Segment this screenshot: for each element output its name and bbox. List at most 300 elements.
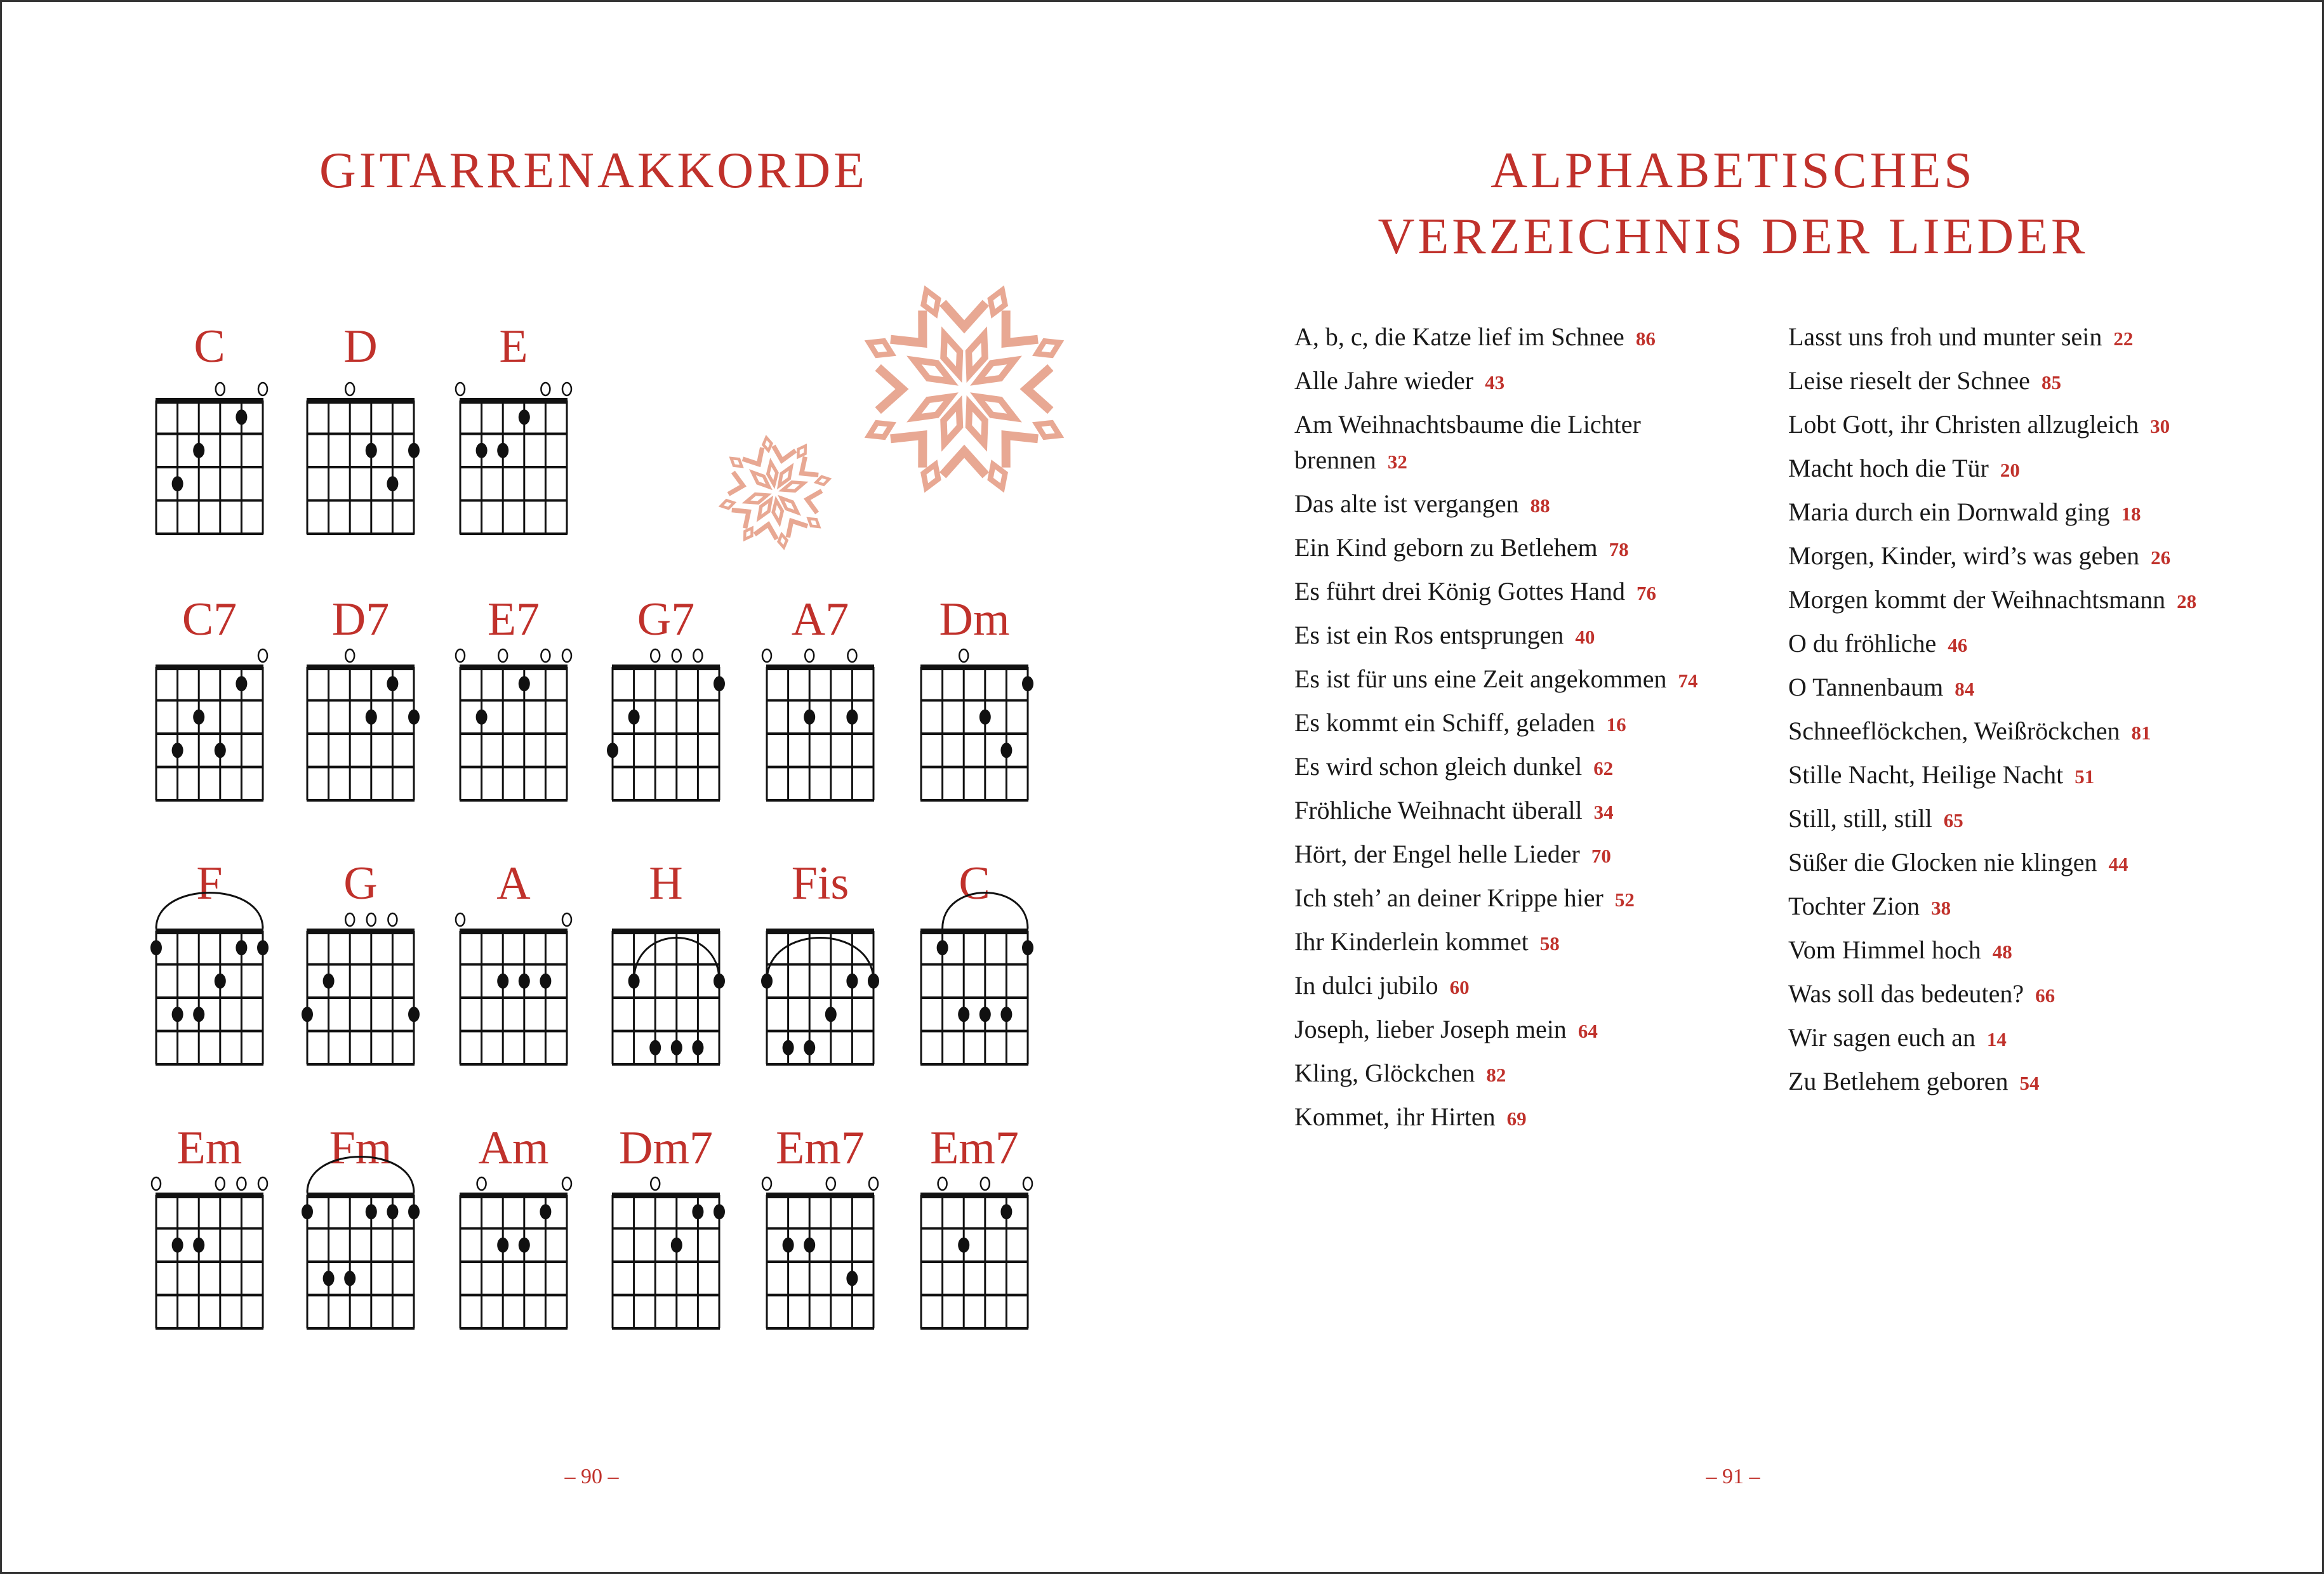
snowflake-chevron	[891, 310, 922, 343]
nut	[766, 929, 874, 934]
finger-dot	[628, 974, 640, 989]
song-page-number: 62	[1593, 757, 1614, 779]
song-title: Ihr Kinderlein kommet	[1294, 927, 1529, 956]
song-page-number: 52	[1614, 889, 1635, 911]
finger-dot	[519, 676, 530, 691]
page-title	[1320, 138, 2146, 270]
nut	[307, 665, 415, 670]
open-string-marker	[498, 649, 507, 662]
index-entry	[1294, 921, 1751, 965]
finger-dot	[519, 409, 530, 425]
song-page-number: 84	[1955, 678, 1975, 700]
song-page-number: 48	[1992, 941, 2012, 963]
nut	[460, 929, 568, 934]
snowflake-chevron	[802, 457, 819, 475]
song-page-number: 74	[1678, 670, 1698, 692]
nut	[460, 1193, 568, 1198]
finger-dot	[215, 743, 226, 758]
open-string-marker	[258, 383, 267, 395]
song-page-number: 30	[2150, 415, 2170, 437]
barre-arc	[767, 938, 873, 981]
song-page-number: 18	[2121, 503, 2141, 525]
open-string-marker	[345, 649, 354, 662]
song-page-number: 69	[1506, 1108, 1527, 1130]
song-page-number: 43	[1485, 371, 1505, 394]
open-string-marker	[869, 1177, 878, 1190]
finger-dot	[408, 1007, 420, 1022]
open-string-marker	[651, 649, 660, 662]
index-entry	[1788, 885, 2271, 929]
song-title: O du fröhliche	[1788, 629, 1937, 658]
finger-dot	[1022, 940, 1033, 955]
finger-dot	[958, 1007, 969, 1022]
song-title: Es wird schon gleich dunkel	[1294, 752, 1583, 781]
nut	[307, 929, 415, 934]
song-title: Ich steh’ an deiner Krippe hier	[1294, 883, 1604, 912]
chord-diagram-fis	[761, 857, 879, 1064]
open-string-marker	[345, 383, 354, 395]
page-title-line: ALPHABETISCHES	[1491, 143, 1975, 199]
index-entry	[1294, 702, 1751, 746]
open-string-marker	[237, 1177, 246, 1190]
open-string-marker	[562, 649, 571, 662]
open-string-marker	[827, 1177, 835, 1190]
finger-dot	[979, 710, 991, 725]
song-title: Tochter Zion	[1788, 892, 1920, 920]
finger-dot	[1000, 743, 1012, 758]
song-page-number: 14	[1986, 1028, 2007, 1050]
page-title-line: VERZEICHNIS DER LIEDER	[1378, 209, 2088, 265]
snowflake-chevron	[788, 521, 807, 538]
song-title: Es ist ein Ros entsprungen	[1294, 621, 1564, 649]
snowflake-large-icon	[865, 286, 1065, 493]
song-page-number: 32	[1387, 451, 1407, 473]
chord-name: Dm7	[619, 1122, 713, 1174]
snowflake-chevron	[743, 447, 762, 464]
page-title: GITARRENAKKORDE	[319, 143, 868, 199]
chord-diagram-g	[302, 857, 420, 1064]
song-page-number: 26	[2151, 546, 2171, 569]
chord-diagram-a	[456, 857, 571, 1064]
index-entry	[1294, 614, 1751, 658]
song-page-number: 78	[1609, 538, 1629, 560]
open-string-marker	[959, 649, 968, 662]
open-string-marker	[456, 383, 465, 395]
chord-name: E	[499, 321, 528, 373]
chord-name: Fis	[791, 857, 849, 909]
finger-dot	[323, 974, 335, 989]
finger-dot	[236, 940, 247, 955]
finger-dot	[193, 710, 204, 725]
song-page-number: 16	[1606, 713, 1626, 736]
chord-name: E7	[487, 593, 540, 645]
index-entry	[1788, 491, 2271, 535]
chord-diagram-c	[920, 857, 1033, 1064]
open-string-marker	[152, 1177, 161, 1190]
song-index-column-left	[1294, 316, 1751, 1140]
finger-dot	[497, 1238, 508, 1253]
finger-dot	[344, 1271, 355, 1286]
open-string-marker	[258, 1177, 267, 1190]
open-string-marker	[672, 649, 681, 662]
finger-dot	[215, 974, 226, 989]
song-title: Joseph, lieber Joseph mein	[1294, 1015, 1567, 1043]
song-title: Kling, Glöckchen	[1294, 1059, 1475, 1087]
finger-dot	[825, 1007, 837, 1022]
song-title: Maria durch ein Dornwald ging	[1788, 498, 2110, 526]
chord-name: Dm	[939, 593, 1010, 645]
open-string-marker	[367, 913, 376, 926]
song-title: Es kommt ein Schiff, geladen	[1294, 708, 1595, 737]
song-title: Es führt drei König Gottes Hand	[1294, 577, 1626, 605]
song-title: Was soll das bedeuten?	[1788, 979, 2024, 1008]
index-entry	[1788, 798, 2271, 842]
song-page-number: 85	[2041, 371, 2061, 394]
index-entry	[1788, 623, 2271, 666]
chord-diagram-d7	[307, 593, 420, 800]
finger-dot	[804, 1238, 815, 1253]
index-entry	[1788, 754, 2271, 798]
finger-dot	[540, 1204, 551, 1219]
snowflake-chevron	[943, 451, 986, 475]
chord-name: Fm	[329, 1122, 392, 1174]
index-entry	[1788, 666, 2271, 710]
song-page-number: 86	[1635, 327, 1656, 350]
nut	[156, 665, 263, 670]
snowflake-small-icon	[719, 435, 832, 550]
snowflake-inner-diamond	[970, 392, 1022, 422]
index-entry	[1788, 1017, 2271, 1061]
finger-dot	[1000, 1204, 1012, 1219]
finger-dot	[193, 1007, 204, 1022]
snowflake-chevron	[891, 435, 922, 468]
chord-name: D7	[331, 593, 390, 645]
chord-diagram-em7	[920, 1122, 1032, 1328]
chord-diagram-h	[612, 857, 725, 1064]
finger-dot	[497, 974, 508, 989]
index-entry	[1788, 535, 2271, 579]
index-entry	[1788, 447, 2271, 491]
finger-dot	[476, 443, 488, 458]
finger-dot	[628, 710, 640, 725]
song-page-number: 81	[2131, 722, 2151, 744]
open-string-marker	[456, 913, 465, 926]
finger-dot	[302, 1204, 313, 1219]
index-entry	[1294, 833, 1751, 877]
finger-dot	[937, 940, 948, 955]
finger-dot	[193, 443, 204, 458]
finger-dot	[714, 676, 725, 691]
nut	[307, 1193, 415, 1198]
open-string-marker	[541, 649, 550, 662]
finger-dot	[172, 476, 183, 491]
nut	[766, 665, 874, 670]
finger-dot	[540, 974, 551, 989]
finger-dot	[172, 743, 183, 758]
snowflake-chevron	[773, 446, 795, 460]
song-page-number: 82	[1486, 1064, 1506, 1086]
song-title: Stille Nacht, Heilige Nacht	[1788, 760, 2064, 789]
finger-dot	[692, 1204, 703, 1219]
chord-diagram-c	[156, 321, 267, 534]
chord-name: F	[196, 857, 223, 909]
chord-name: G	[343, 857, 378, 909]
finger-dot	[172, 1238, 183, 1253]
open-string-marker	[388, 913, 397, 926]
chord-name: C	[194, 321, 225, 373]
chord-name: G7	[637, 593, 695, 645]
nut	[920, 665, 1028, 670]
nut	[460, 398, 568, 404]
chord-name: Em	[176, 1122, 242, 1174]
nut	[156, 398, 263, 404]
nut	[766, 1193, 874, 1198]
index-entry	[1788, 973, 2271, 1017]
open-string-marker	[562, 913, 571, 926]
song-title: Am Weihnachtsbaume die Lichter brennen	[1294, 410, 1641, 474]
song-page-number: 70	[1591, 845, 1611, 867]
song-page-number: 28	[2177, 590, 2197, 612]
snowflake-chevron	[1026, 367, 1051, 411]
index-entry	[1788, 1061, 2271, 1104]
finger-dot	[1000, 1007, 1012, 1022]
finger-dot	[408, 443, 420, 458]
finger-dot	[804, 710, 815, 725]
finger-dot	[783, 1238, 794, 1253]
finger-dot	[714, 1204, 725, 1219]
chord-diagram-e	[456, 321, 571, 534]
song-page-number: 51	[2075, 765, 2095, 788]
index-entry	[1294, 746, 1751, 790]
chord-name: D	[343, 321, 378, 373]
finger-dot	[387, 476, 398, 491]
finger-dot	[1022, 676, 1033, 691]
chord-diagram-em	[152, 1122, 267, 1328]
open-string-marker	[456, 649, 465, 662]
song-title: Kommet, ihr Hirten	[1294, 1102, 1496, 1131]
index-entry	[1294, 1009, 1751, 1052]
index-entry	[1294, 1052, 1751, 1096]
finger-dot	[804, 1040, 815, 1055]
chord-diagram-a7	[762, 593, 874, 800]
open-string-marker	[345, 913, 354, 926]
finger-dot	[671, 1040, 682, 1055]
song-page-number: 40	[1575, 626, 1595, 648]
index-entry	[1294, 360, 1751, 404]
finger-dot	[649, 1040, 661, 1055]
song-page-number: 64	[1577, 1020, 1598, 1042]
snowflake-chevron	[878, 367, 902, 411]
snowflake-inner-diamond	[970, 356, 1022, 386]
finger-dot	[257, 940, 269, 955]
open-string-marker	[651, 1177, 660, 1190]
chord-name: Em7	[776, 1122, 865, 1174]
finger-dot	[366, 710, 377, 725]
open-string-marker	[938, 1177, 947, 1190]
finger-dot	[783, 1040, 794, 1055]
finger-dot	[868, 974, 879, 989]
song-title: Lasst uns froh und munter sein	[1788, 322, 2102, 351]
index-entry	[1294, 658, 1751, 702]
nut	[156, 1193, 263, 1198]
index-entry	[1294, 571, 1751, 614]
nut	[612, 665, 720, 670]
snowflake-inner-diamond	[906, 392, 959, 422]
chord-name: A7	[791, 593, 849, 645]
finger-dot	[846, 1271, 858, 1286]
song-title: In dulci jubilo	[1294, 971, 1438, 1000]
song-title: Hört, der Engel helle Lieder	[1294, 840, 1580, 868]
chord-diagram-e7	[456, 593, 571, 800]
song-title: Vom Himmel hoch	[1788, 936, 1981, 964]
chord-diagram-am	[460, 1122, 571, 1328]
chord-name: Am	[478, 1122, 549, 1174]
song-title: Still, still, still	[1788, 804, 1932, 833]
song-title: Es ist für uns eine Zeit angekommen	[1294, 665, 1667, 693]
snowflake-chevron	[943, 303, 986, 327]
page-number: – 91 –	[1706, 1465, 1760, 1488]
snowflake-chevron	[732, 510, 749, 529]
song-page-number: 65	[1943, 809, 1963, 831]
song-title: Wir sagen euch an	[1788, 1023, 1975, 1052]
open-string-marker	[258, 649, 267, 662]
open-string-marker	[216, 1177, 225, 1190]
finger-dot	[366, 1204, 377, 1219]
index-entry	[1294, 316, 1751, 360]
index-entry	[1788, 579, 2271, 623]
nut	[156, 929, 263, 934]
chord-diagram-f	[150, 857, 269, 1064]
snowflake-chevron	[755, 524, 777, 539]
song-page-number: 46	[1948, 634, 1968, 656]
chord-name: A	[496, 857, 531, 909]
chord-name: C	[959, 857, 990, 909]
snowflake-inner-diamond	[757, 496, 773, 522]
finger-dot	[519, 1238, 530, 1253]
index-entry	[1788, 842, 2271, 885]
index-entry	[1294, 404, 1701, 483]
index-entry	[1788, 316, 2271, 360]
finger-dot	[193, 1238, 204, 1253]
nut	[612, 929, 720, 934]
finger-dot	[387, 1204, 398, 1219]
finger-dot	[761, 974, 773, 989]
song-title: Morgen, Kinder, wird’s was geben	[1788, 541, 2140, 570]
chord-diagram-d	[307, 321, 420, 534]
song-page-number: 22	[2113, 327, 2134, 350]
index-entry	[1788, 404, 2271, 447]
nut	[307, 398, 415, 404]
finger-dot	[671, 1238, 682, 1253]
song-title: Süßer die Glocken nie klingen	[1788, 848, 2097, 876]
song-title: O Tannenbaum	[1788, 673, 1944, 701]
snowflake-inner-diamond	[906, 356, 959, 386]
finger-dot	[846, 710, 858, 725]
snowflake-chevron	[807, 491, 821, 513]
finger-dot	[236, 409, 247, 425]
index-entry	[1294, 527, 1751, 571]
open-string-marker	[1023, 1177, 1032, 1190]
open-string-marker	[805, 649, 814, 662]
finger-dot	[476, 710, 488, 725]
finger-dot	[979, 1007, 991, 1022]
open-string-marker	[762, 649, 771, 662]
finger-dot	[408, 710, 420, 725]
open-string-marker	[477, 1177, 486, 1190]
song-title: Leise rieselt der Schnee	[1788, 366, 2030, 395]
chord-diagram-dm7	[612, 1122, 725, 1328]
chord-name: C7	[182, 593, 237, 645]
song-page-number: 58	[1539, 932, 1560, 955]
finger-dot	[519, 974, 530, 989]
song-title: Fröhliche Weihnacht überall	[1294, 796, 1583, 824]
chord-diagram-c7	[156, 593, 267, 800]
open-string-marker	[762, 1177, 771, 1190]
song-page-number: 88	[1530, 494, 1550, 517]
snowflake-chevron	[1006, 310, 1038, 343]
chord-name: Em7	[930, 1122, 1019, 1174]
song-title: A, b, c, die Katze lief im Schnee	[1294, 322, 1624, 351]
song-page-number: 54	[2019, 1072, 2040, 1094]
song-title: Lobt Gott, ihr Christen allzugleich	[1788, 410, 2139, 439]
song-page-number: 76	[1637, 582, 1657, 604]
song-page-number: 34	[1593, 801, 1614, 823]
song-page-number: 66	[2035, 984, 2055, 1007]
chord-diagram-fm	[302, 1122, 420, 1328]
finger-dot	[172, 1007, 183, 1022]
song-page-number: 38	[1931, 897, 1951, 919]
song-title: Alle Jahre wieder	[1294, 366, 1474, 395]
finger-dot	[607, 743, 618, 758]
nut	[920, 929, 1028, 934]
open-string-marker	[562, 383, 571, 395]
snowflake-outer-diamond	[806, 517, 821, 529]
index-entry	[1294, 965, 1751, 1009]
open-string-marker	[562, 1177, 571, 1190]
finger-dot	[958, 1238, 969, 1253]
snowflake-outer-diamond	[729, 456, 744, 468]
chord-name: H	[649, 857, 683, 909]
song-title: Schneeflöckchen, Weißröckchen	[1788, 717, 2120, 745]
song-title: Macht hoch die Tür	[1788, 454, 1989, 482]
chord-diagram-em7	[762, 1122, 878, 1328]
song-page-number: 20	[2000, 459, 2020, 481]
index-entry	[1788, 360, 2271, 404]
song-title: Ein Kind geborn zu Betlehem	[1294, 533, 1598, 562]
chord-diagram-dm	[920, 593, 1033, 800]
finger-dot	[387, 676, 398, 691]
finger-dot	[846, 974, 858, 989]
open-string-marker	[981, 1177, 990, 1190]
finger-dot	[497, 443, 508, 458]
index-entry	[1294, 877, 1751, 921]
index-entry	[1294, 483, 1751, 527]
open-string-marker	[216, 383, 225, 395]
index-entry	[1294, 790, 1751, 833]
finger-dot	[692, 1040, 703, 1055]
finger-dot	[323, 1271, 335, 1286]
page-number: – 90 –	[564, 1465, 619, 1488]
nut	[460, 665, 568, 670]
index-entry	[1788, 929, 2271, 973]
chord-diagram-g7	[607, 593, 725, 800]
open-string-marker	[693, 649, 702, 662]
song-title: Zu Betlehem geboren	[1788, 1067, 2009, 1095]
song-page-number: 44	[2108, 853, 2128, 875]
finger-dot	[150, 940, 162, 955]
open-string-marker	[541, 383, 550, 395]
snowflake-inner-diamond	[777, 463, 793, 489]
